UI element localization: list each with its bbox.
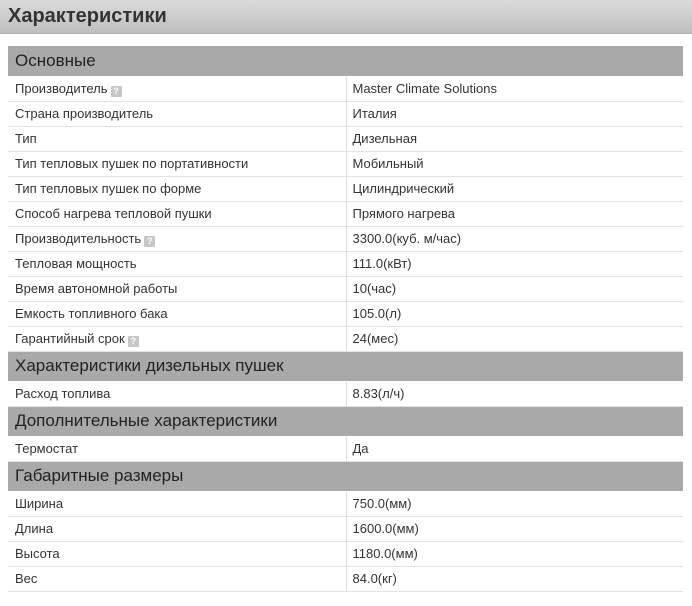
specifications-table-body [8,46,683,591]
spec-label: Производительность [15,230,142,246]
spec-row [8,436,683,461]
page-title: Характеристики [8,5,167,27]
spec-label: Время автономной работы [15,281,178,296]
spec-label-cell [8,566,346,591]
spec-row [8,566,683,591]
help-icon[interactable]: ? [144,236,155,247]
spec-row [8,516,683,541]
spec-value: 1600.0(мм) [346,516,683,541]
spec-label: Высота [15,546,60,561]
spec-label-cell [8,436,346,461]
spec-label-cell [8,381,346,406]
spec-value: 10(час) [346,276,683,301]
spec-row [8,326,683,351]
spec-value: Дизельная [346,126,683,151]
spec-value: 8.83(л/ч) [346,381,683,406]
spec-row [8,381,683,406]
spec-label: Гарантийный срок [15,330,125,346]
spec-value: Цилиндрический [346,176,683,201]
help-icon[interactable]: ? [128,336,139,347]
spec-label: Тип тепловых пушек по портативности [15,156,249,171]
spec-label-cell [8,491,346,516]
spec-label: Термостат [15,441,79,456]
help-icon[interactable]: ? [111,86,122,97]
spec-label-cell [8,326,346,351]
spec-row [8,301,683,326]
spec-value: 3300.0(куб. м/час) [346,226,683,251]
spec-value: Мобильный [346,151,683,176]
spec-label-cell [8,276,346,301]
spec-row [8,76,683,101]
spec-label-cell [8,151,346,176]
spec-label: Расход топлива [15,386,111,401]
section-title: Основные [8,46,683,76]
spec-label-cell [8,76,346,101]
section-header-row [8,46,683,76]
section-header-row [8,406,683,436]
spec-row [8,491,683,516]
spec-label: Тип тепловых пушек по форме [15,181,202,196]
spec-label: Производитель [15,80,108,96]
specifications-table [8,46,683,592]
spec-label: Емкость топливного бака [15,306,168,321]
section-title: Габаритные размеры [8,461,683,491]
spec-value: 84.0(кг) [346,566,683,591]
spec-row [8,201,683,226]
spec-value: 105.0(л) [346,301,683,326]
spec-row [8,126,683,151]
spec-label: Тип [15,131,37,146]
section-header-row [8,351,683,381]
spec-label-cell [8,201,346,226]
spec-value: Master Climate Solutions [346,76,683,101]
spec-label-cell [8,101,346,126]
section-title: Характеристики дизельных пушек [8,351,683,381]
spec-label: Вес [15,571,38,586]
spec-row [8,151,683,176]
spec-label: Способ нагрева тепловой пушки [15,206,212,221]
spec-value: 750.0(мм) [346,491,683,516]
spec-value: Да [346,436,683,461]
spec-value: 24(мес) [346,326,683,351]
page-header [0,0,692,34]
spec-value: 111.0(кВт) [346,251,683,276]
spec-label: Длина [15,521,54,536]
section-header-row [8,461,683,491]
spec-label-cell [8,516,346,541]
spec-label-cell [8,226,346,251]
spec-row [8,541,683,566]
spec-label-cell [8,541,346,566]
spec-row [8,276,683,301]
spec-row [8,176,683,201]
spec-row [8,101,683,126]
spec-value: Прямого нагрева [346,201,683,226]
spec-row [8,226,683,251]
spec-label-cell [8,126,346,151]
spec-label-cell [8,301,346,326]
section-title: Дополнительные характеристики [8,406,683,436]
spec-value: Италия [346,101,683,126]
spec-row [8,251,683,276]
spec-label: Страна производитель [15,106,154,121]
spec-label-cell [8,251,346,276]
spec-label: Тепловая мощность [15,256,137,271]
spec-label: Ширина [15,496,64,511]
spec-value: 1180.0(мм) [346,541,683,566]
spec-label-cell [8,176,346,201]
